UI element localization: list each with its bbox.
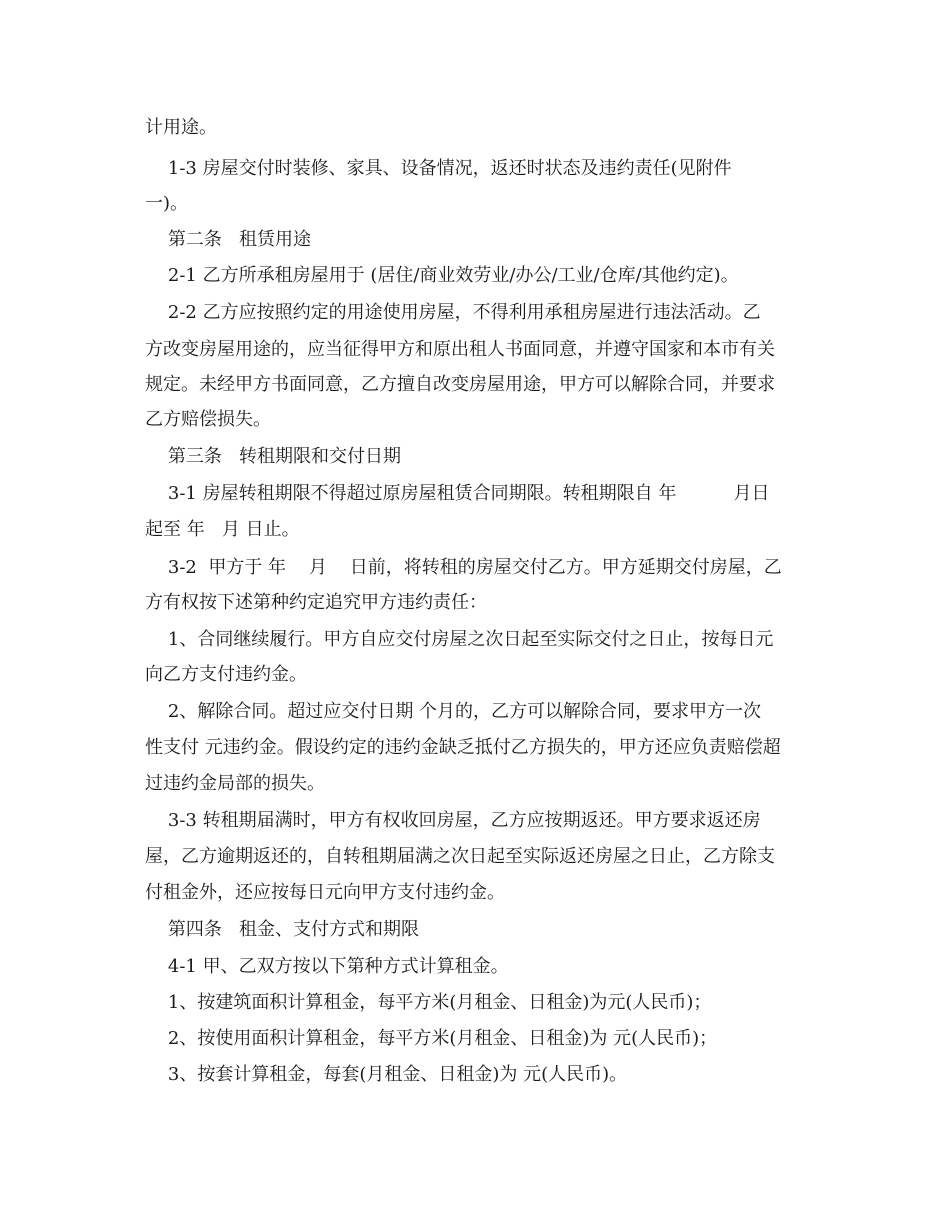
text-line: 起至 年 月 日止。 <box>145 519 300 540</box>
text-line: 向乙方支付违约金。 <box>145 664 307 685</box>
text-line: 规定。未经甲方书面同意，乙方擅自改变房屋用途，甲方可以解除合同，并要求 <box>145 374 775 395</box>
section-heading: 第四条 租金、支付方式和期限 <box>145 919 420 940</box>
section-heading: 第二条 租赁用途 <box>145 229 312 250</box>
text-line: 3-1 房屋转租期限不得超过原房屋租赁合同期限。转租期限自 年 月日 <box>145 483 770 504</box>
text-line: 付租金外，还应按每日元向甲方支付违约金。 <box>145 882 505 903</box>
text-line: 1-3 房屋交付时装修、家具、设备情况，返还时状态及违约责任(见附件 <box>145 158 732 179</box>
text-line: 3-2 甲方于 年 月 日前，将转租的房屋交付乙方。甲方延期交付房屋，乙 <box>145 557 782 578</box>
text-line: 3、按套计算租金，每套(月租金、日租金)为 元(人民币)。 <box>145 1064 628 1085</box>
text-line: 2、按使用面积计算租金，每平方米(月租金、日租金)为 元(人民币)； <box>145 1028 718 1049</box>
text-line: 4-1 甲、乙双方按以下第种方式计算租金。 <box>145 956 509 977</box>
text-line: 性支付 元违约金。假设约定的违约金缺乏抵付乙方损失的，甲方还应负责赔偿超 <box>145 737 781 758</box>
section-heading: 第三条 转租期限和交付日期 <box>145 446 402 467</box>
text-line: 3-3 转租期届满时，甲方有权收回房屋，乙方应按期返还。甲方要求返还房 <box>145 810 761 831</box>
text-line: 2-2 乙方应按照约定的用途使用房屋，不得利用承租房屋进行违法活动。乙 <box>145 302 761 323</box>
text-line: 乙方赔偿损失。 <box>145 409 271 430</box>
text-line: 2、解除合同。超过应交付日期 个月的，乙方可以解除合同，要求甲方一次 <box>145 701 762 722</box>
text-line: 1、合同继续履行。甲方自应交付房屋之次日起至实际交付之日止，按每日元 <box>145 629 774 650</box>
text-line: 方有权按下述第种约定追究甲方违约责任： <box>145 592 487 613</box>
text-line: 方改变房屋用途的，应当征得甲方和原出租人书面同意，并遵守国家和本市有关 <box>145 339 775 360</box>
text-line: 2-1 乙方所承租房屋用于 (居住/商业效劳业/办公/工业/仓库/其他约定)。 <box>145 265 739 286</box>
text-line: 1、按建筑面积计算租金，每平方米(月租金、日租金)为元(人民币)； <box>145 992 712 1013</box>
text-line: 计用途。 <box>145 117 217 138</box>
text-line: 过违约金局部的损失。 <box>145 773 325 794</box>
text-line: 屋，乙方逾期返还的，自转租期届满之次日起至实际返还房屋之日止，乙方除支 <box>145 846 775 867</box>
text-line: 一)。 <box>145 193 189 214</box>
